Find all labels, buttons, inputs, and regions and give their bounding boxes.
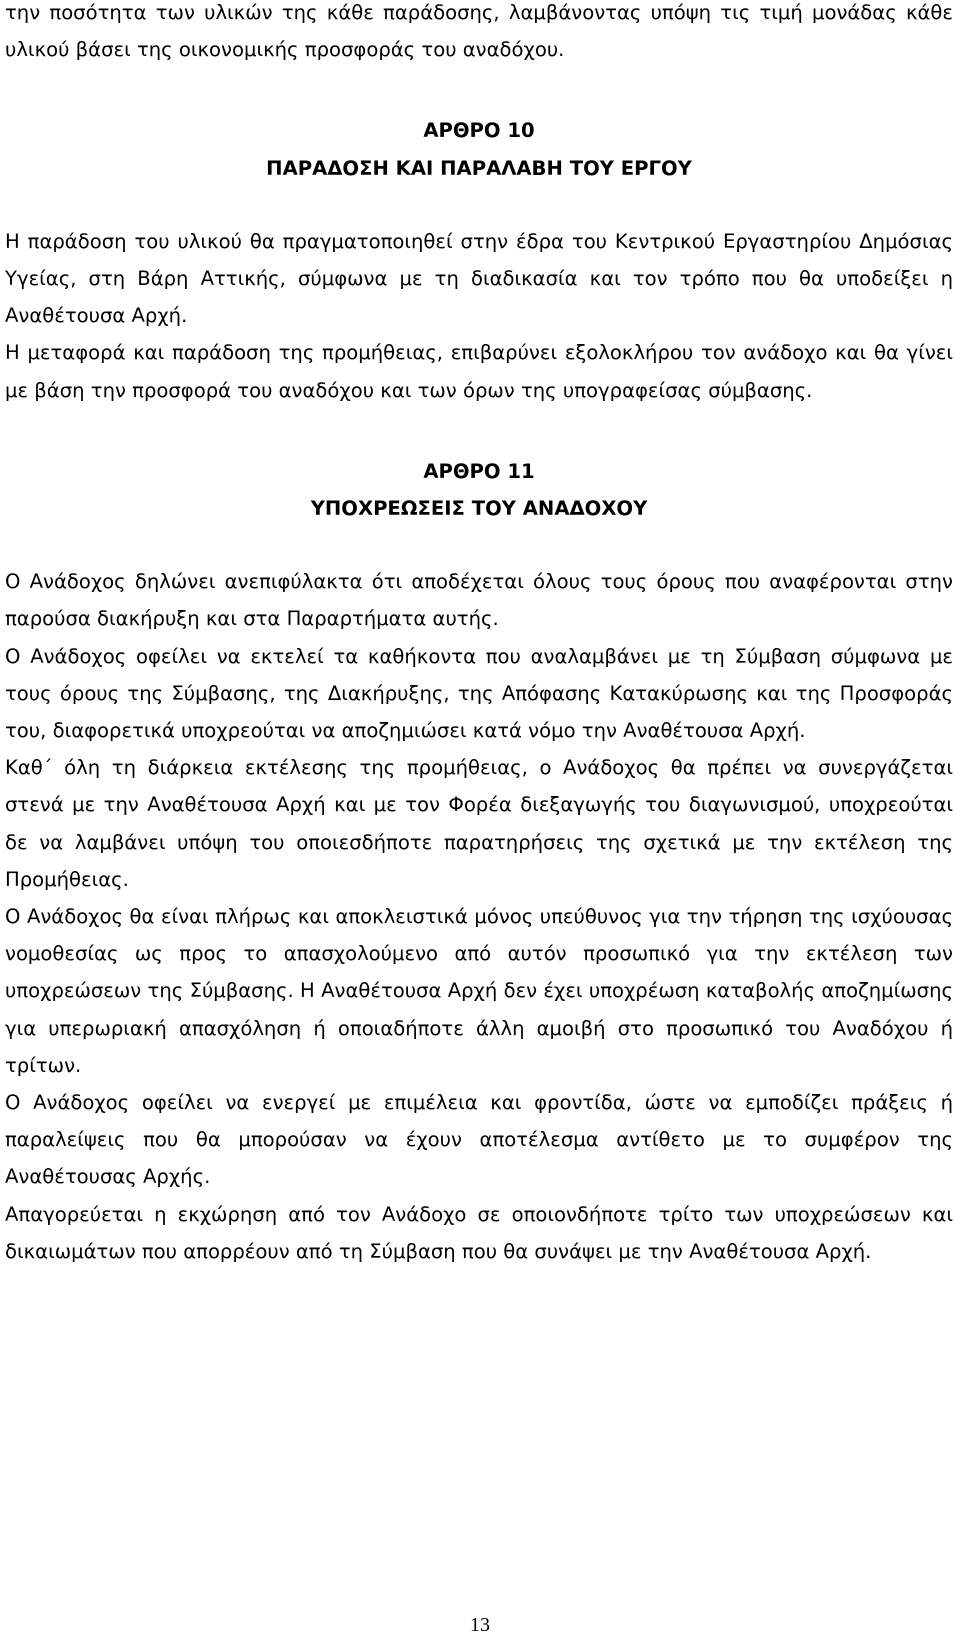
article-11-paragraph: Ο Ανάδοχος θα είναι πλήρως και αποκλειστικά μόνος υπεύθυνος για την τήρηση της ισχύουσας νομοθεσίας ως προς το απασχολούμενο από αυτόν προσωπικό για την εκτέλεση των υποχρεώσεων της Σύμβασης. Η Αναθέτουσα Αρχή δεν έχει υποχρέωση καταβολής αποζημίωσης για υπερωριακή απασχόληση ή οποιαδήποτε άλλη αμοιβή στο προσωπικό του Αναδόχου ή τρίτων. bbox=[5, 905, 953, 1077]
article-11-heading bbox=[5, 453, 953, 527]
article-11-paragraph: Καθ΄ όλη τη διάρκεια εκτέλεσης της προμήθειας, ο Ανάδοχος θα πρέπει να συνεργάζεται στενά με την Αναθέτουσα Αρχή και με τον Φορέα διεξαγωγής του διαγωνισμού, υποχρεούται δε να λαμβάνει υπόψη του οποιεσδήποτε παρατηρήσεις της σχετικά με την εκτέλεση της Προμήθειας. bbox=[5, 756, 953, 891]
article-11-title: ΥΠΟΧΡΕΩΣΕΙΣ ΤΟΥ ΑΝΑΔΟΧΟΥ bbox=[310, 497, 648, 521]
article-10-title: ΠΑΡΑΔΟΣΗ ΚΑΙ ΠΑΡΑΛΑΒΗ ΤΟΥ ΕΡΓΟΥ bbox=[266, 156, 692, 180]
article-11-paragraph: Ο Ανάδοχος οφείλει να ενεργεί με επιμέλεια και φροντίδα, ώστε να εμποδίζει πράξεις ή παραλείψεις που θα μπορούσαν να έχουν αποτέλεσμα αντίθετο με το συμφέρον της Αναθέτουσας Αρχής. bbox=[5, 1091, 953, 1189]
article-10-paragraph: Η μεταφορά και παράδοση της προμήθειας, επιβαρύνει εξολοκλήρου τον ανάδοχο και θα γίνει με βάση την προσφορά του αναδόχου και των όρων της υπογραφείσας σύμβασης. bbox=[5, 341, 953, 402]
article-11-paragraph: Ο Ανάδοχος δηλώνει ανεπιφύλακτα ότι αποδέχεται όλους τους όρους που αναφέρονται στην παρούσα διακήρυξη και στα Παραρτήματα αυτής. bbox=[5, 570, 953, 631]
article-10-number: ΑΡΘΡΟ 10 bbox=[423, 119, 535, 143]
document-page bbox=[5, 0, 953, 1270]
article-11-paragraph: Απαγορεύεται η εκχώρηση από τον Ανάδοχο σε οποιονδήποτε τρίτο των υποχρεώσεων και δικαιωμάτων που απορρέουν από τη Σύμβαση που θα συνάψει με την Αναθέτουσα Αρχή. bbox=[5, 1202, 953, 1263]
intro-paragraph: την ποσότητα των υλικών της κάθε παράδοσης, λαμβάνοντας υπόψη τις τιμή μονάδας κάθε υλικού βάσει της οικονομικής προσφοράς του αναδόχου. bbox=[5, 1, 953, 62]
article-11-paragraph: Ο Ανάδοχος οφείλει να εκτελεί τα καθήκοντα που αναλαμβάνει με τη Σύμβαση σύμφωνα με τους όρους της Σύμβασης, της Διακήρυξης, της Απόφασης Κατακύρωσης και της Προσφοράς του, διαφορετικά υποχρεούται να αποζημιώσει κατά νόμο την Αναθέτουσα Αρχή. bbox=[5, 644, 953, 743]
page-number: 13 bbox=[470, 1614, 490, 1636]
article-10-paragraph: Η παράδοση του υλικού θα πραγματοποιηθεί στην έδρα του Κεντρικού Εργαστηρίου Δημόσιας Υγείας, στη Βάρη Αττικής, σύμφωνα με τη διαδικασία και τον τρόπο που θα υποδείξει η Αναθέτουσα Αρχή. bbox=[5, 229, 953, 328]
article-10-heading bbox=[5, 112, 953, 186]
article-11-number: ΑΡΘΡΟ 11 bbox=[423, 459, 535, 483]
